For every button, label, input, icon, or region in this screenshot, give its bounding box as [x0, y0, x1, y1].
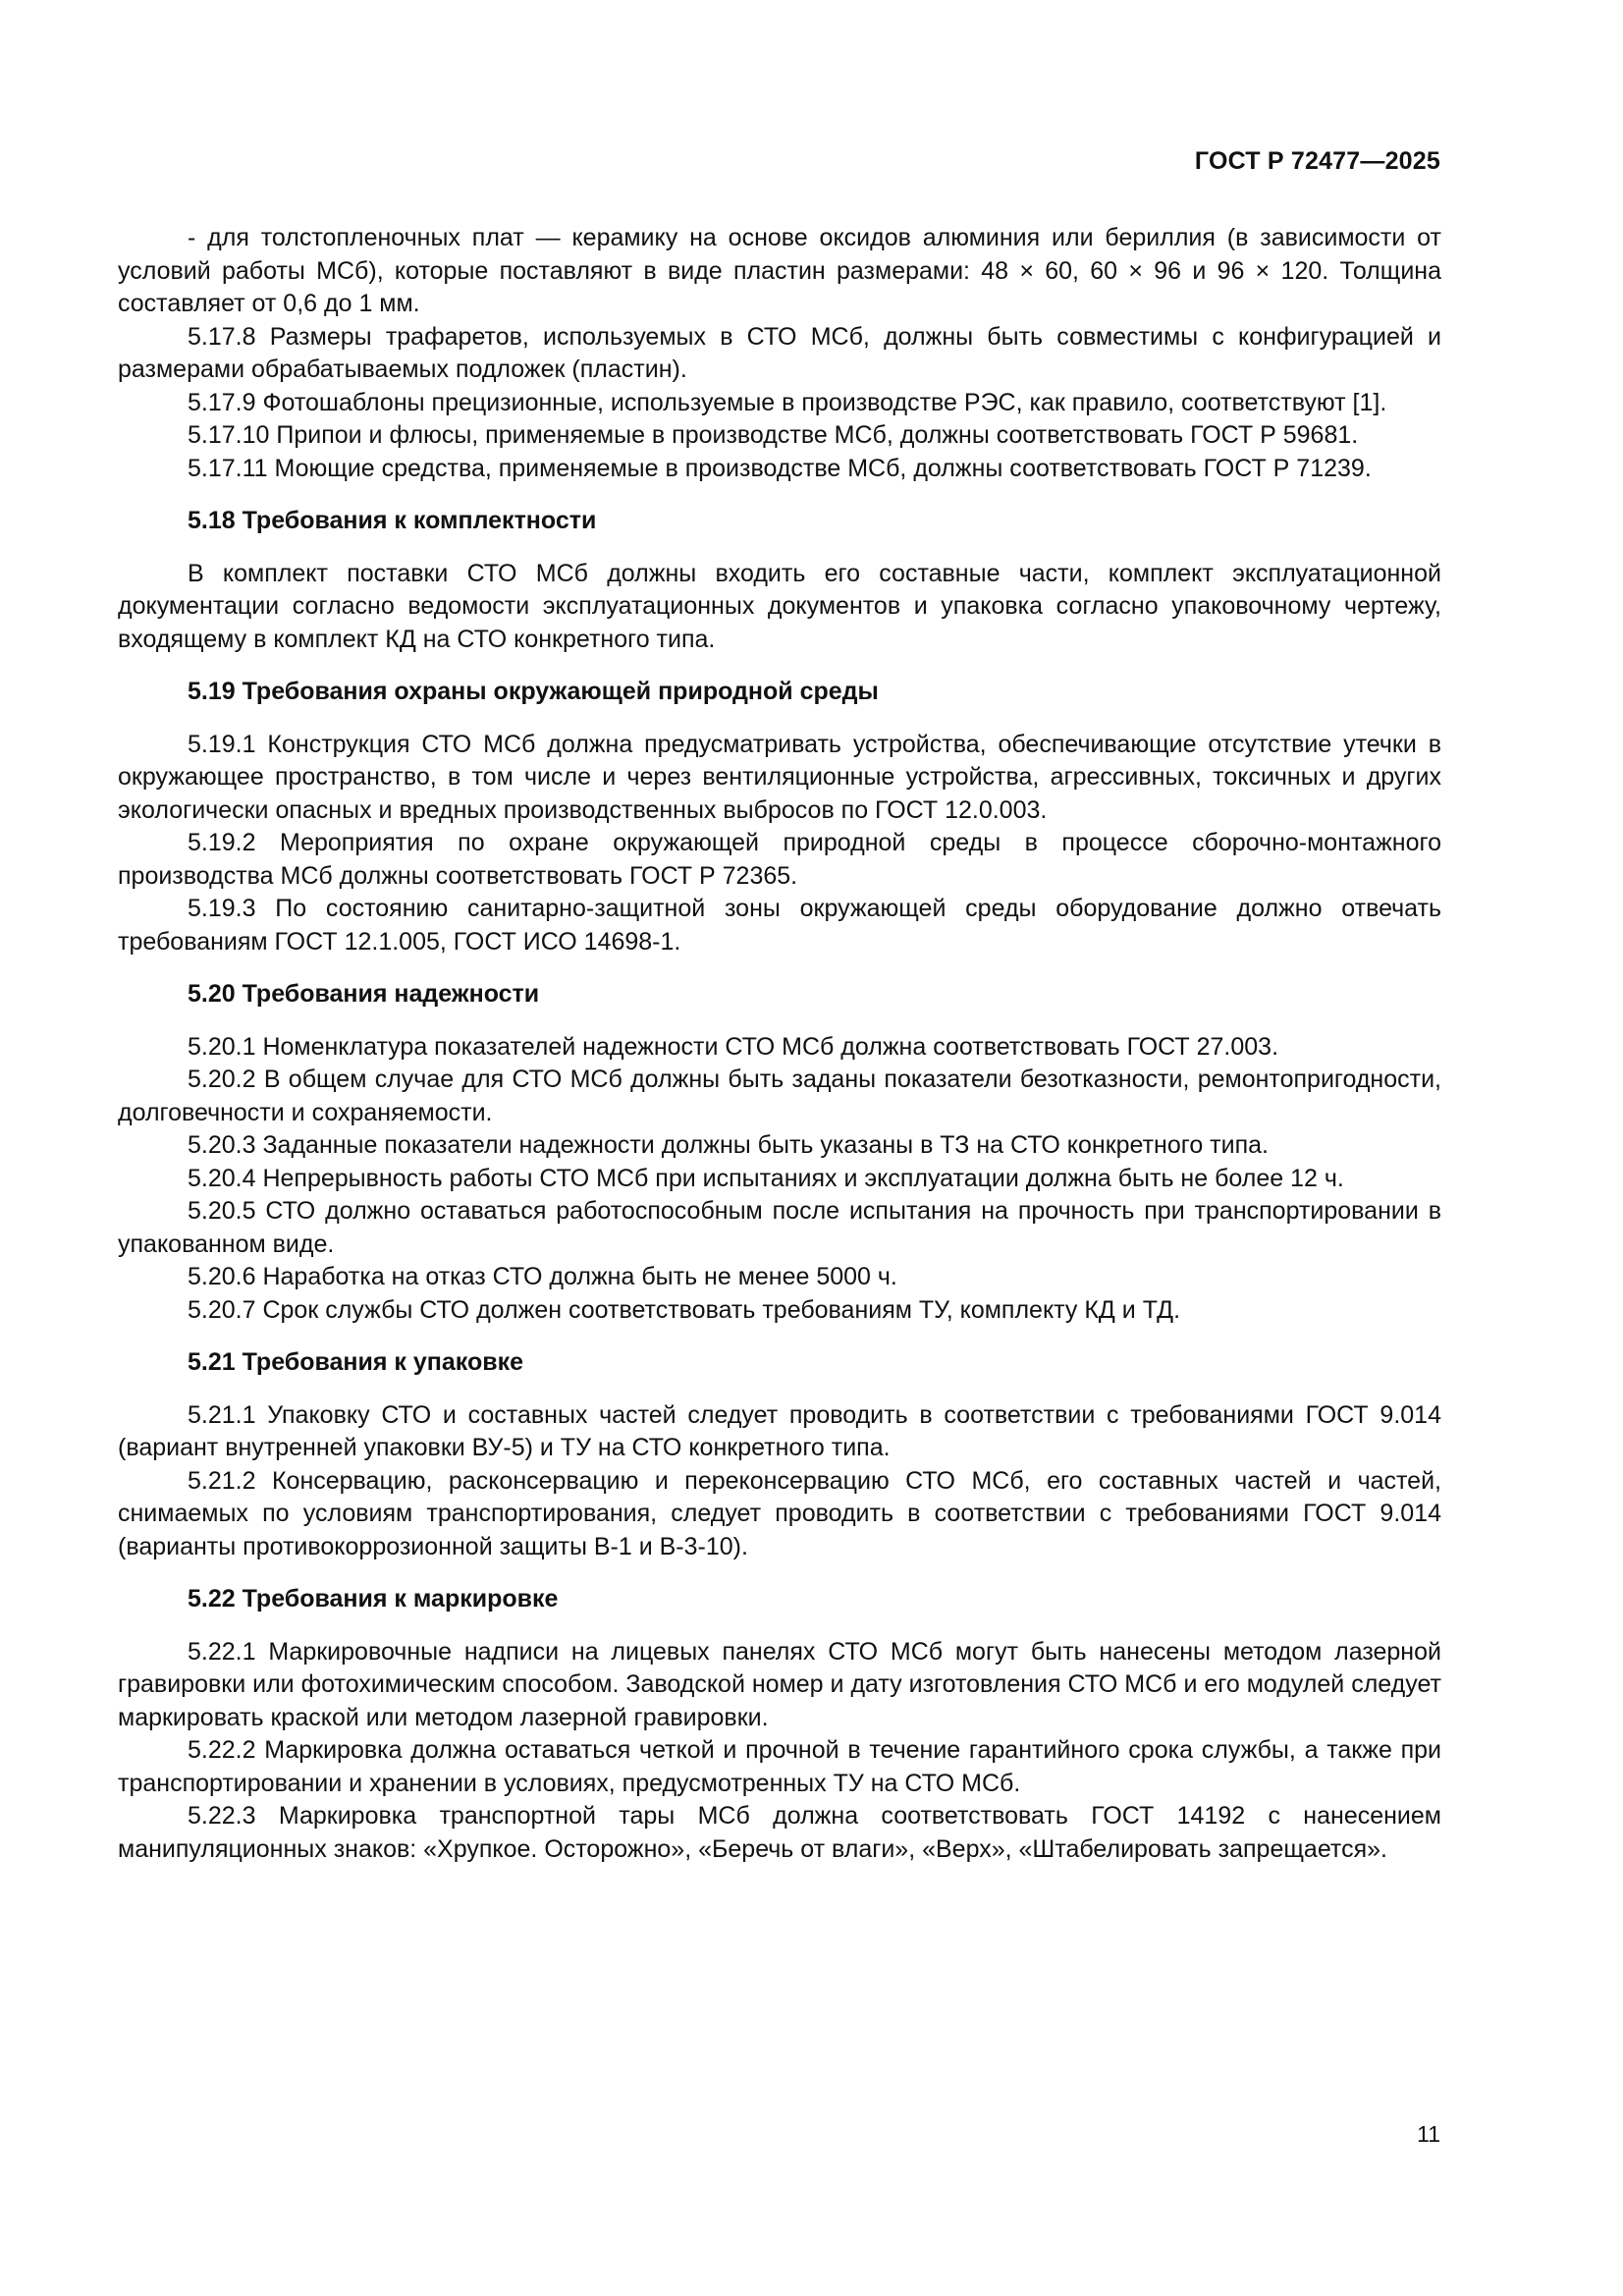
section-heading-5-20: 5.20 Требования надежности	[188, 980, 540, 1008]
paragraph-5-20-4: 5.20.4 Непрерывность работы СТО МСб при испытаниях и эксплуатации должна быть не более 12 ч.	[188, 1164, 1344, 1192]
paragraph-5-20-6: 5.20.6 Наработка на отказ СТО должна быть не менее 5000 ч.	[188, 1263, 897, 1290]
paragraph-5-17-8: 5.17.8 Размеры трафаретов, используемых в СТО МСб, должны быть совместимы с конфигурацией и размерами обрабатываемых подложек (пластин).	[118, 322, 1441, 383]
paragraph-substrate-thick-film: - для толстопленочных плат — керамику на основе оксидов алюминия или бериллия (в зависимости от условий работы МСб), которые поставляют в виде пластин размерами: 48 × 60, 60 × 96 и 96 × 120. Толщина составляет от 0,6 до 1 мм.	[118, 224, 1441, 317]
section-heading-5-19: 5.19 Требования охраны окружающей природной среды	[188, 678, 879, 705]
paragraph-5-20-5: 5.20.5 СТО должно оставаться работоспособным после испытания на прочность при транспортировании в упакованном виде.	[118, 1197, 1441, 1258]
paragraph-5-21-2: 5.21.2 Консервацию, расконсервацию и переконсервацию СТО МСб, его составных частей и частей, снимаемых по условиям транспортирования, следует проводить в соответствии с требованиями ГОСТ 9.014 (варианты противокоррозионной защиты В-1 и В-3-10).	[118, 1466, 1441, 1560]
paragraph-5-19-2: 5.19.2 Мероприятия по охране окружающей природной среды в процессе сборочно-монтажного производства МСб должны соответствовать ГОСТ Р 72365.	[118, 829, 1441, 890]
section-heading-5-18: 5.18 Требования к комплектности	[188, 507, 597, 534]
document-code-header: ГОСТ Р 72477—2025	[1194, 147, 1440, 175]
section-heading-5-21: 5.21 Требования к упаковке	[188, 1348, 524, 1376]
paragraph-5-20-7: 5.20.7 Срок службы СТО должен соответствовать требованиям ТУ, комплекту КД и ТД.	[188, 1295, 1181, 1324]
paragraph-5-19-3: 5.19.3 По состоянию санитарно-защитной зоны окружающей среды оборудование должно отвечать требованиям ГОСТ 12.1.005, ГОСТ ИСО 14698-1.	[118, 895, 1441, 956]
paragraph-5-20-3: 5.20.3 Заданные показатели надежности должны быть указаны в ТЗ на СТО конкретного типа.	[188, 1131, 1269, 1159]
paragraph-5-20-1: 5.20.1 Номенклатура показателей надежности СТО МСб должна соответствовать ГОСТ 27.003.	[188, 1032, 1279, 1061]
paragraph-5-17-10: 5.17.10 Припои и флюсы, применяемые в производстве МСб, должны соответствовать ГОСТ Р 59681.	[188, 421, 1359, 449]
paragraph-5-19-1: 5.19.1 Конструкция СТО МСб должна предусматривать устройства, обеспечивающие отсутствие утечки в окружающее пространство, в том числе и через вентиляционные устройства, агрессивных, токсичных и других экологически опасных и вредных производственных выбросов по ГОСТ 12.0.003.	[118, 730, 1441, 824]
paragraph-5-20-2: 5.20.2 В общем случае для СТО МСб должны быть заданы показатели безотказности, ремонтопригодности, долговечности и сохраняемости.	[118, 1066, 1441, 1126]
paragraph-5-17-11: 5.17.11 Моющие средства, применяемые в производстве МСб, должны соответствовать ГОСТ Р 71239.	[188, 454, 1372, 482]
paragraph-5-22-2: 5.22.2 Маркировка должна оставаться четкой и прочной в течение гарантийного срока службы, а также при транспортировании и хранении в условиях, предусмотренных ТУ на СТО МСб.	[118, 1736, 1441, 1797]
paragraph-5-22-3: 5.22.3 Маркировка транспортной тары МСб должна соответствовать ГОСТ 14192 с нанесением манипуляционных знаков: «Хрупкое. Осторожно», «Беречь от влаги», «Верх», «Штабелировать запрещается».	[118, 1802, 1441, 1863]
paragraph-5-17-9: 5.17.9 Фотошаблоны прецизионные, используемые в производстве РЭС, как правило, соответствуют [1].	[188, 388, 1387, 416]
page-number: 11	[1417, 2121, 1440, 2147]
paragraph-5-18-body: В комплект поставки СТО МСб должны входить его составные части, комплект эксплуатационной документации согласно ведомости эксплуатационных документов и упаковка согласно упаковочному чертежу, входящему в комплект КД на СТО конкретного типа.	[118, 559, 1441, 653]
paragraph-5-22-1: 5.22.1 Маркировочные надписи на лицевых панелях СТО МСб могут быть нанесены методом лазерной гравировки или фотохимическим способом. Заводской номер и дату изготовления СТО МСб и его модулей следует маркировать краской или методом лазерной гравировки.	[118, 1637, 1441, 1731]
document-body	[118, 222, 1441, 1866]
paragraph-5-21-1: 5.21.1 Упаковку СТО и составных частей следует проводить в соответствии с требованиями ГОСТ 9.014 (вариант внутренней упаковки ВУ-5) и ТУ на СТО конкретного типа.	[118, 1400, 1441, 1461]
section-heading-5-22: 5.22 Требования к маркировке	[188, 1585, 559, 1613]
